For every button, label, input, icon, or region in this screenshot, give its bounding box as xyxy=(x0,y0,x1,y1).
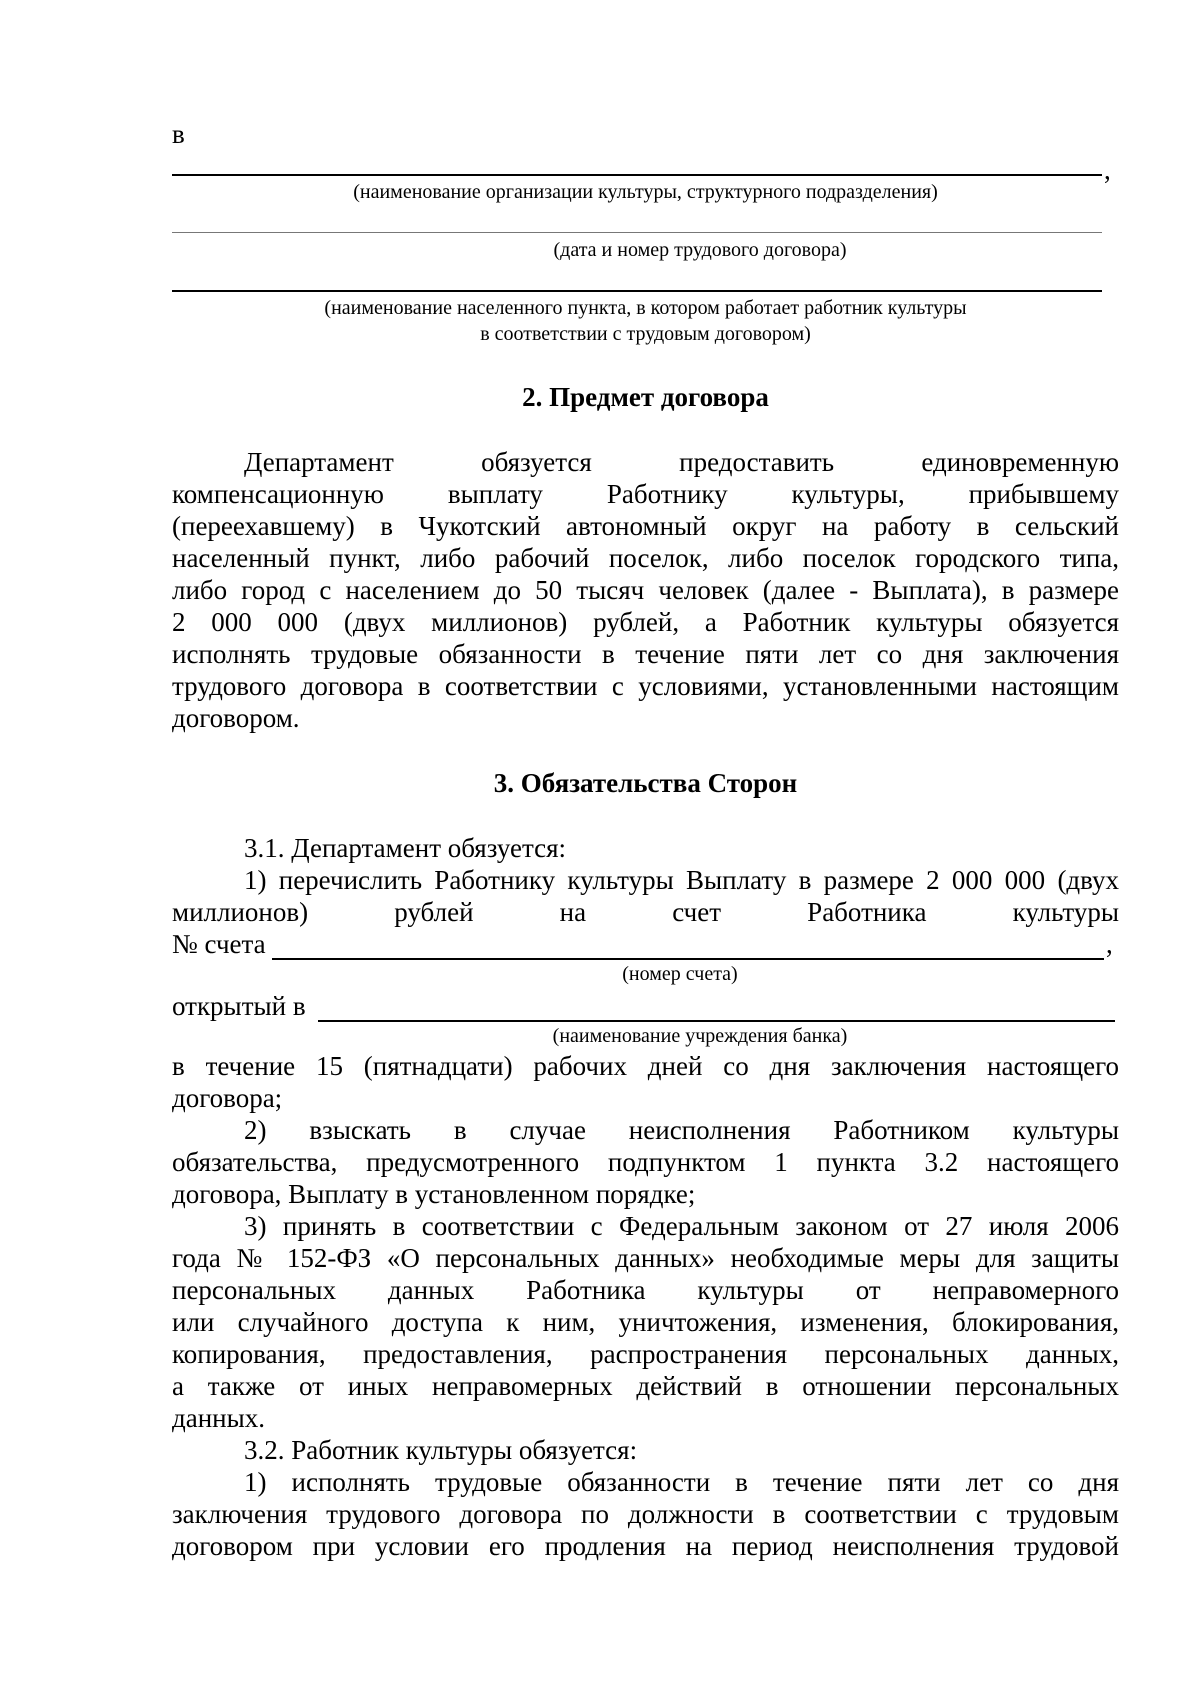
caption-org: (наименование организации культуры, структурного подразделения) xyxy=(353,181,938,203)
item1-rest: договора; xyxy=(172,1083,283,1113)
locality-underline xyxy=(172,290,1102,292)
caption-bank: (наименование учреждения банка) xyxy=(552,1025,848,1047)
caption-locality-2: в соответствии с трудовым договором) xyxy=(480,323,811,345)
account-label: № счета xyxy=(172,929,266,959)
bank-underline xyxy=(318,1020,1115,1022)
s2-line: договором. xyxy=(172,703,300,733)
item32-line: 1) исполнять трудовые обязанности в течение пяти лет со дня xyxy=(244,1467,1119,1497)
bank-label: открытый в xyxy=(172,991,306,1021)
item3-line: копирования, предоставления, распространения персональных данных, xyxy=(172,1339,1119,1369)
section2-title: 2. Предмет договора xyxy=(522,382,769,412)
caption-account: (номер счета) xyxy=(622,963,738,985)
s2-line: Департамент обязуется предоставить единовременную xyxy=(244,447,1119,477)
s2-line: населенный пункт, либо рабочий поселок, либо поселок городского типа, xyxy=(172,543,1119,573)
s2-line: 2 000 000 (двух миллионов) рублей, а Работник культуры обязуется xyxy=(172,607,1119,637)
s2-line: компенсационную выплату Работнику культуры, прибывшему xyxy=(172,479,1119,509)
contract-underline xyxy=(172,232,1102,233)
caption-locality-1: (наименование населенного пункта, в котором работает работник культуры xyxy=(324,297,967,319)
s2-line: либо город с населением до 50 тысяч человек (далее - Выплата), в размере xyxy=(172,575,1119,605)
item32-line: договором при условии его продления на период неисполнения трудовой xyxy=(172,1531,1119,1561)
item3-line: 3) принять в соответствии с Федеральным законом от 27 июля 2006 xyxy=(244,1211,1119,1241)
item3-line: или случайного доступа к ним, уничтожения, изменения, блокирования, xyxy=(172,1307,1119,1337)
item3-line: данных. xyxy=(172,1403,266,1433)
section3-title: 3. Обязательства Сторон xyxy=(493,768,798,798)
item32-line: заключения трудового договора по должности в соответствии с трудовым xyxy=(172,1499,1119,1529)
item3-line: персональных данных Работника культуры от неправомерного xyxy=(172,1275,1119,1305)
item3-line: года № 152-ФЗ «О персональных данных» необходимые меры для защиты xyxy=(172,1243,1119,1273)
comma: , xyxy=(1104,155,1111,185)
item1-line1: 1) перечислить Работнику культуры Выплату в размере 2 000 000 (двух xyxy=(244,865,1119,895)
s2-line: исполнять трудовые обязанности в течение пяти лет со дня заключения xyxy=(172,639,1119,669)
item1-rest: в течение 15 (пятнадцати) рабочих дней со дня заключения настоящего xyxy=(172,1051,1119,1081)
item1-line2: миллионов) рублей на счет Работника культуры xyxy=(172,897,1119,927)
prefix-text: в xyxy=(172,119,185,149)
org-underline xyxy=(172,174,1102,176)
s2-line: (переехавшему) в Чукотский автономный округ на работу в сельский xyxy=(172,511,1119,541)
account-underline xyxy=(272,958,1104,960)
p31-text: 3.1. Департамент обязуется: xyxy=(244,833,566,863)
item3-line: а также от иных неправомерных действий в отношении персональных xyxy=(172,1371,1119,1401)
s2-line: трудового договора в соответствии с условиями, установленными настоящим xyxy=(172,671,1119,701)
item2-line: обязательства, предусмотренного подпунктом 1 пункта 3.2 настоящего xyxy=(172,1147,1119,1177)
p32-text: 3.2. Работник культуры обязуется: xyxy=(244,1435,638,1465)
comma: , xyxy=(1106,929,1113,959)
item2-line: 2) взыскать в случае неисполнения Работником культуры xyxy=(244,1115,1119,1145)
item2-line: договора, Выплату в установленном порядке; xyxy=(172,1179,696,1209)
caption-contract: (дата и номер трудового договора) xyxy=(553,239,847,261)
